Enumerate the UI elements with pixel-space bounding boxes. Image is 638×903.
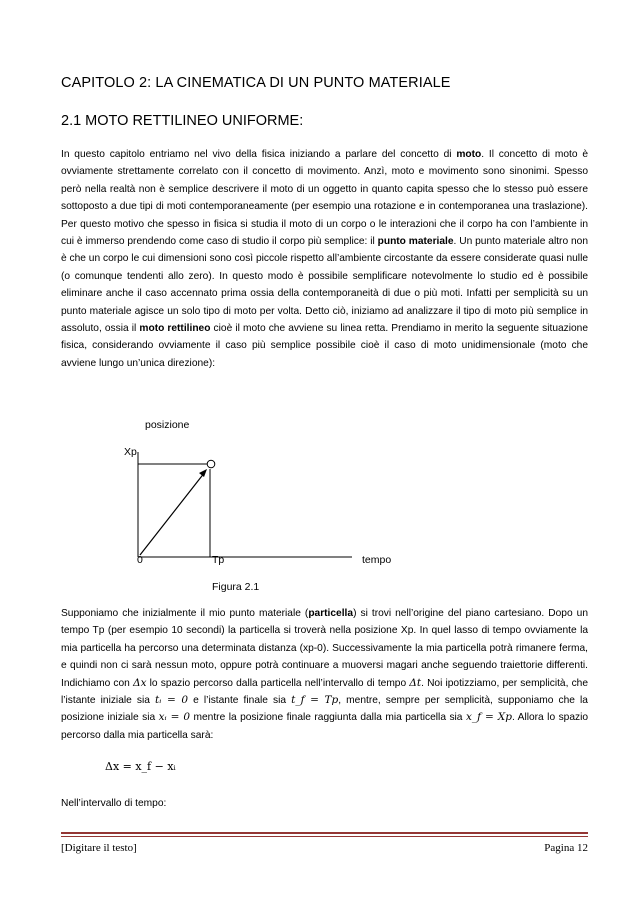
y-axis-label: posizione (145, 419, 190, 431)
displacement-arrow (140, 472, 205, 555)
footer-placeholder-text: [Digitare il testo] (61, 842, 137, 854)
footer-rule-thin (61, 836, 588, 837)
bold-term-moto: moto (456, 149, 482, 160)
page-number: Pagina 12 (544, 842, 588, 854)
footer-rule-thick (61, 832, 588, 834)
displacement-equation: Δx = x_f − xᵢ (105, 760, 176, 773)
figure-caption: Figura 2.1 (212, 581, 260, 593)
intro-paragraph: In questo capitolo entriamo nel vivo della fisica iniziando a parlare del concetto di moto. Il concetto di moto è ovviamente strettamente correlato con il concetto di movimento. Anzì, moto e movimento sono sinonimi. Spesso però nella realtà non è semplice descrivere il moto di un oggetto in quanto capita spesso che lo stesso può essere sottoposto a due tipi di moti contemporaneamente (per esempio una rotazione e in contemporanea una traslazione). Per questo motivo che spesso in fisica si studia il moto di un corpo o le interazioni che il corpo ha con l’ambiente in cui è immerso prendendo come caso di studio il corpo più semplice: il punto materiale. Un punto materiale altro non è che un corpo le cui dimensioni sono così piccole rispetto all’ambiente circostante da essere considerate quasi nulle (o comunque tendenti allo zero). In questo modo è possibile semplificare notevolmente lo studio ed è possibile eliminare anche il caso accennato prima ossia della contemporaneità di due o più moti. Infatti per semplicità su un punto materiale agisce un solo tipo di moto per volta. Detto ciò, iniziamo ad analizzare il tipo di moto più semplice in assoluto, ossia il moto rettilineo cioè il moto che avviene su linea retta. Prendiamo in merito la seguente situazione fisica, considerando ovviamente il caso più semplice possibile cioè il caso di moto unidimensionale (moto che avviene lungo un’unica direzione): (61, 149, 589, 369)
body-paragraph: Supponiamo che inizialmente il mio punto materiale (particella) si trovi nell’origine del piano cartesiano. Dopo un tempo Tp (per esempio 10 secondi) la particella si troverà nella posizione Xp. In quel lasso di tempo ovviamente la mia particella ha percorso una determinata distanza (xp-0). Successivamente la mia particella potrà rimanere ferma, e quindi non ci sarà nessun moto, oppure potrà continuare a muoversi magari anche seguendo traiettorie differenti. Indichiamo con Δx lo spazio percorso dalla particella nell’intervallo di tempo Δt. Noi ipotizziamo, per semplicità, che l’istante iniziale sia tᵢ = 0 e l’istante finale sia t_f = Tp, mentre, sempre per semplicità, supponiamo che la posizione iniziale sia xᵢ = 0 mentre la posizione finale raggiunta dalla mia particella sia x_f = Xp. Allora lo spazio percorso dalla mia particella sarà: (61, 608, 589, 741)
xp-label: Xp (124, 446, 137, 458)
particle-marker (207, 460, 215, 468)
x-axis-label: tempo (362, 554, 392, 566)
bold-term-moto-rettilineo: moto rettilineo (139, 323, 211, 335)
section-title: 2.1 MOTO RETTILINEO UNIFORME: (61, 113, 304, 129)
figure-2-1-diagram (0, 410, 638, 600)
bold-term-particella: particella (308, 608, 354, 619)
arrow-head (199, 469, 207, 477)
origin-label: 0 (137, 554, 143, 566)
interval-text: Nell’intervallo di tempo: (61, 798, 167, 809)
chapter-title: CAPITOLO 2: LA CINEMATICA DI UN PUNTO MATERIALE (61, 75, 451, 91)
tp-label: Tp (212, 554, 225, 566)
bold-term-punto-materiale: punto materiale (377, 236, 454, 248)
